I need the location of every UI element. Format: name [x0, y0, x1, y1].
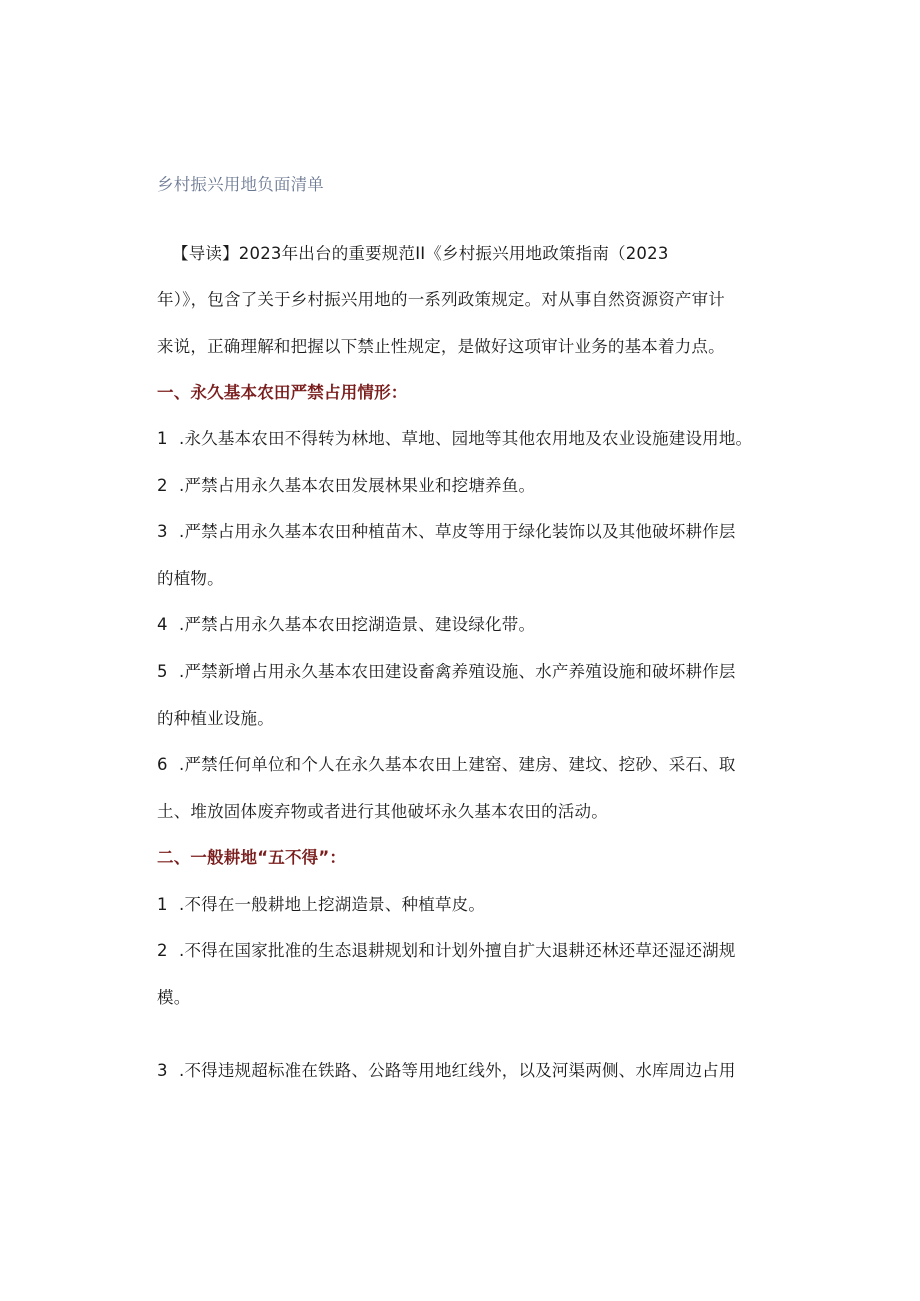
intro-line-3: 来说，正确理解和把握以下禁止性规定，是做好这项审计业务的基本着力点。	[157, 337, 725, 356]
section-1-heading: 一、永久基本农田严禁占用情形：	[157, 383, 408, 402]
item-number: 3	[157, 1061, 168, 1080]
item-number: 4	[157, 615, 168, 634]
section-1-item-6-continued: 土、堆放固体废弃物或者进行其他破坏永久基本农田的活动。	[157, 802, 608, 821]
item-text: .严禁占用永久基本农田发展林果业和挖塘养鱼。	[179, 476, 536, 495]
section-2-item-3	[157, 1060, 736, 1082]
item-number: 2	[157, 941, 168, 960]
section-1-item-4	[157, 614, 535, 636]
section-2-item-2	[157, 940, 736, 962]
item-text: .严禁占用永久基本农田挖湖造景、建设绿化带。	[179, 615, 536, 634]
section-1-item-3-continued: 的植物。	[157, 569, 224, 588]
section-1-item-5-continued: 的种植业设施。	[157, 709, 274, 728]
section-1-item-5	[157, 661, 736, 683]
section-1-item-2	[157, 475, 535, 497]
intro-line-1: 【导读】2023年出台的重要规范II《乡村振兴用地政策指南（2023	[172, 244, 669, 263]
document-title: 乡村振兴用地负面清单	[157, 175, 324, 194]
item-number: 1	[157, 429, 168, 448]
section-1-item-1	[157, 428, 752, 450]
item-number: 2	[157, 476, 168, 495]
item-text: .严禁任何单位和个人在永久基本农田上建窑、建房、建坟、挖砂、采石、取	[179, 755, 736, 774]
section-1-item-6	[157, 754, 736, 776]
section-2-item-1	[157, 894, 485, 916]
section-2-heading: 二、一般耕地“五不得”：	[157, 848, 347, 867]
section-2-item-2-continued: 模。	[157, 988, 191, 1007]
item-text: .永久基本农田不得转为林地、草地、园地等其他农用地及农业设施建设用地。	[179, 429, 753, 448]
item-number: 6	[157, 755, 168, 774]
section-1-item-3	[157, 521, 736, 543]
item-text: .严禁新增占用永久基本农田建设畜禽养殖设施、水产养殖设施和破坏耕作层	[179, 662, 736, 681]
item-text: .不得在国家批准的生态退耕规划和计划外擅自扩大退耕还林还草还湿还湖规	[179, 941, 736, 960]
item-text: .不得在一般耕地上挖湖造景、种植草皮。	[179, 895, 486, 914]
item-number: 3	[157, 522, 168, 541]
item-text: .不得违规超标准在铁路、公路等用地红线外，以及河渠两侧、水库周边占用	[179, 1061, 736, 1080]
item-number: 1	[157, 895, 168, 914]
item-text: .严禁占用永久基本农田种植苗木、草皮等用于绿化装饰以及其他破坏耕作层	[179, 522, 736, 541]
intro-line-2: 年）》，包含了关于乡村振兴用地的一系列政策规定。对从事自然资源资产审计	[157, 290, 725, 309]
item-number: 5	[157, 662, 168, 681]
